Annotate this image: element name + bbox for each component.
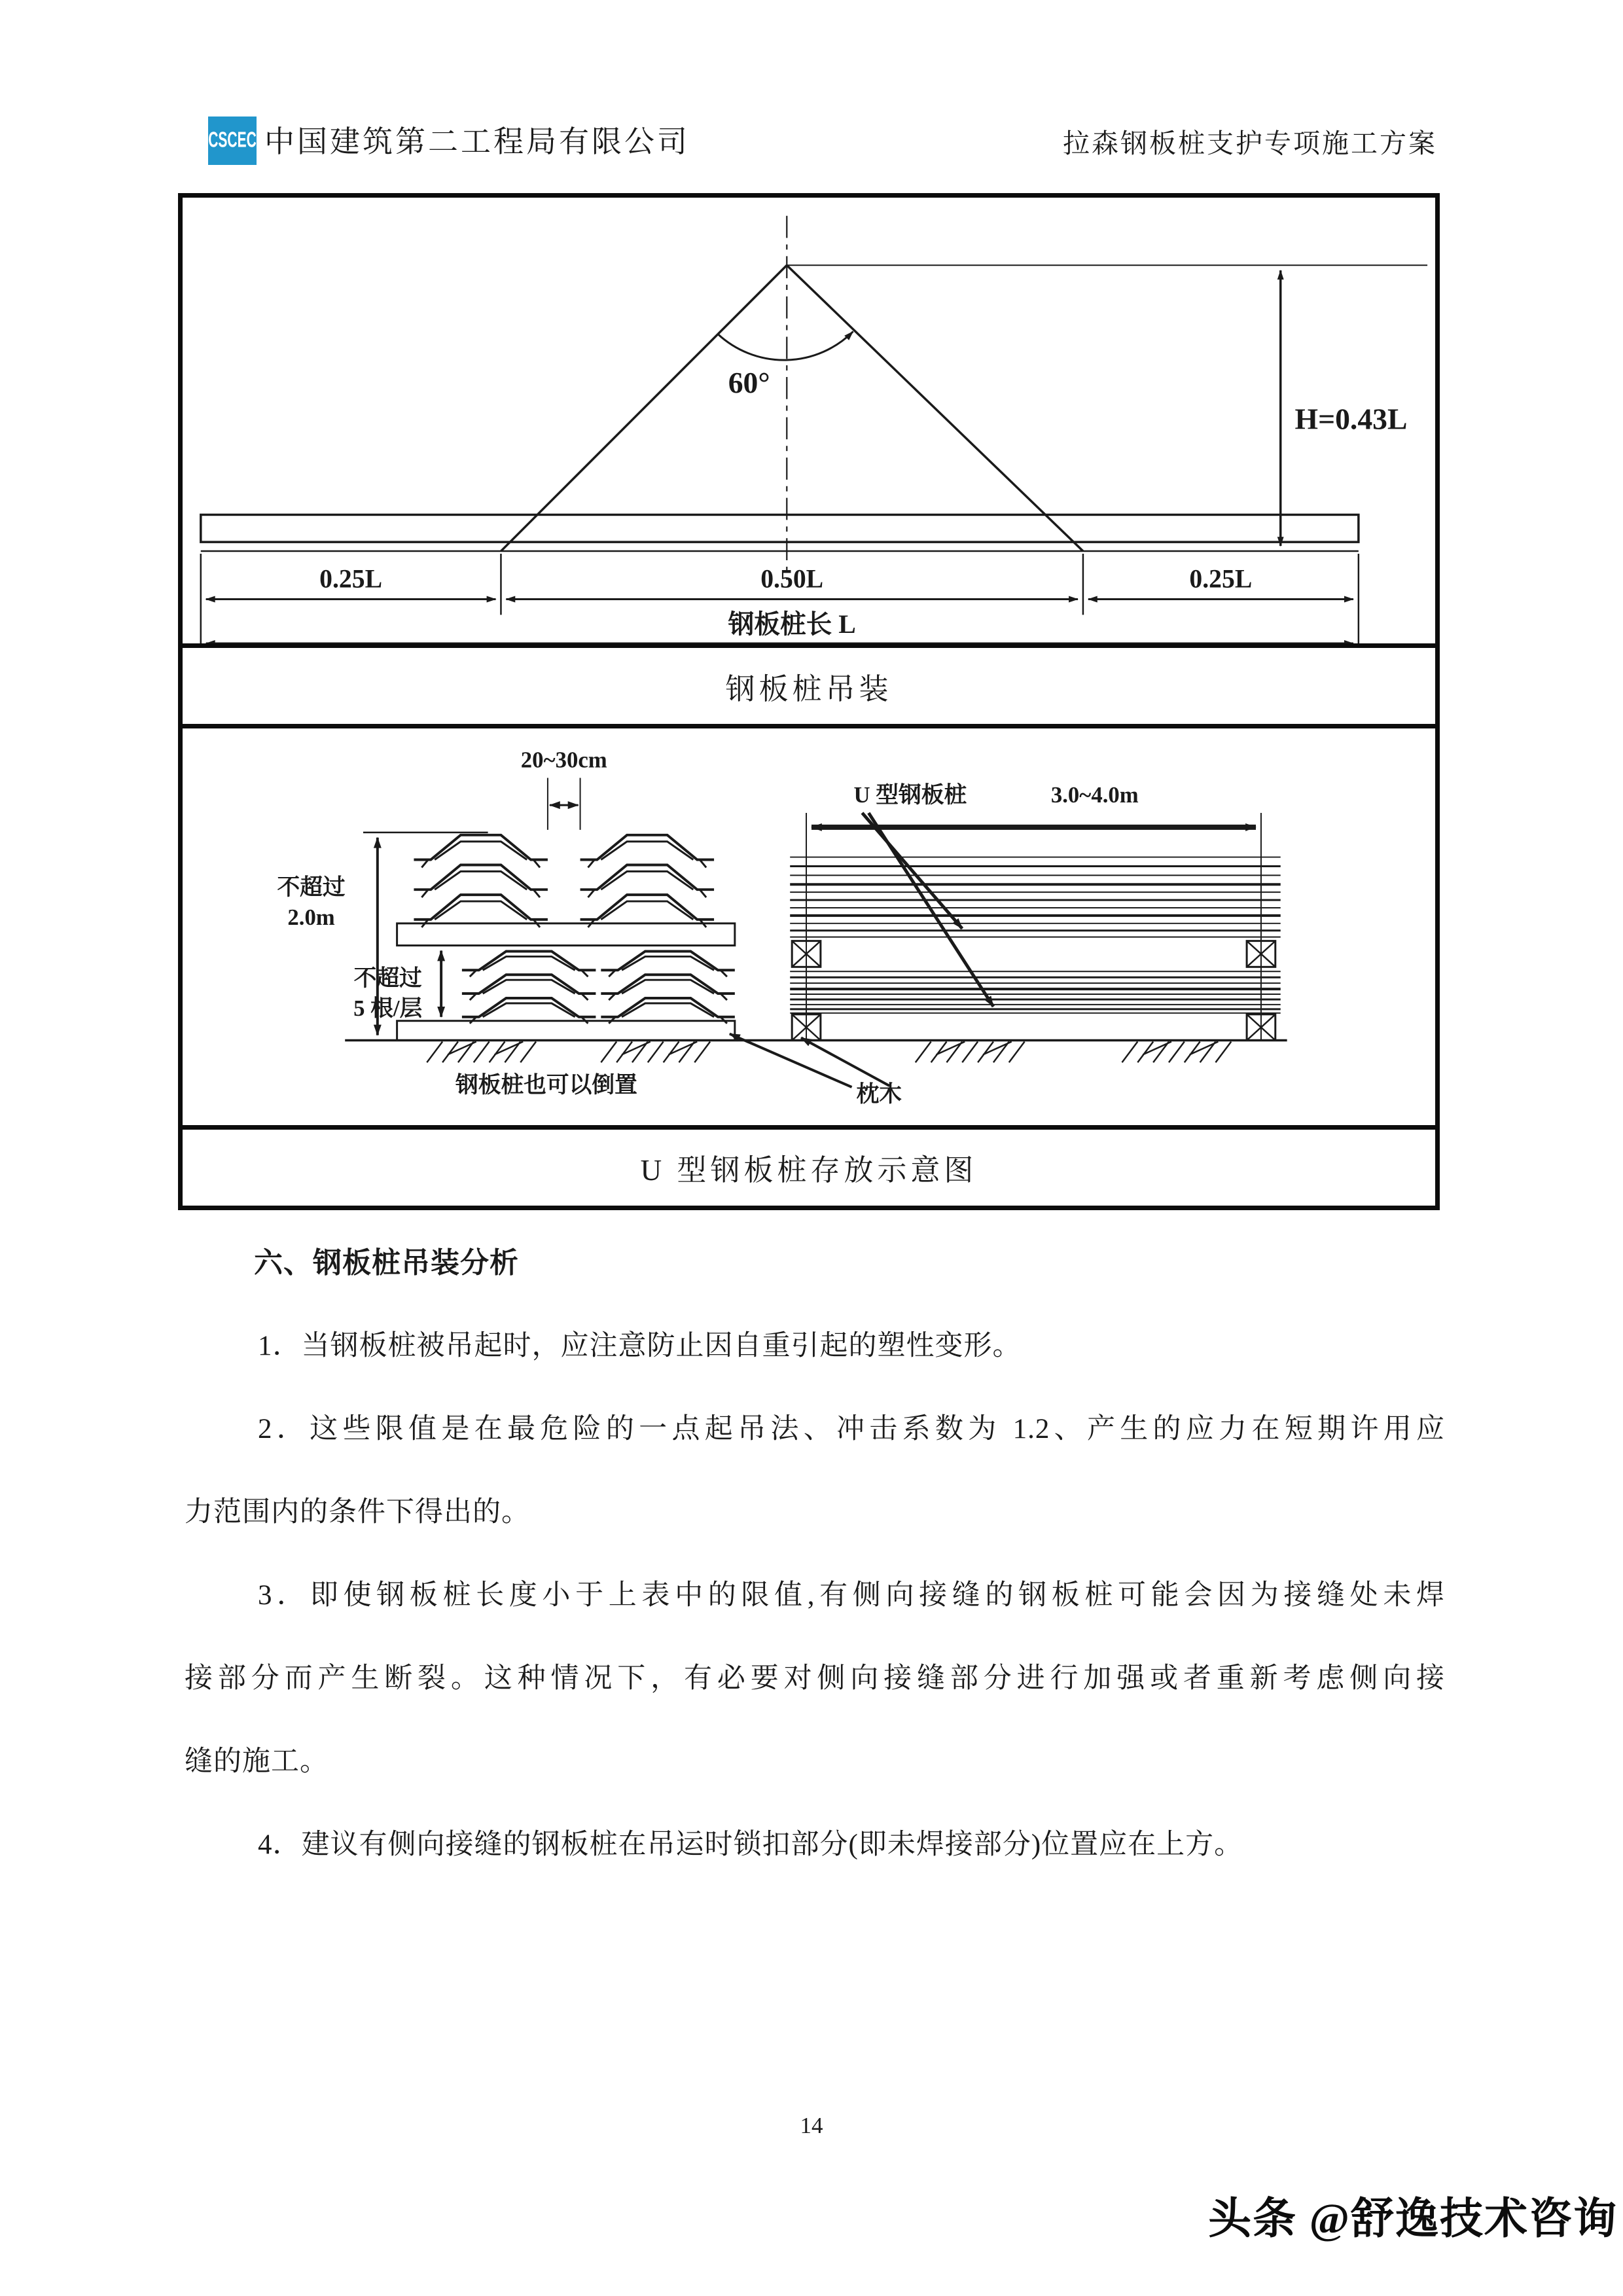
lower-pile-band bbox=[790, 971, 1281, 1013]
dim-left-label: 0.25L bbox=[319, 564, 383, 594]
span-dim-label: 3.0~4.0m bbox=[1050, 782, 1139, 808]
paragraph-line: 缝的施工。 bbox=[185, 1746, 329, 1777]
paragraph-line: 3．即使钢板桩长度小于上表中的限值,有侧向接缝的钢板桩可能会因为接缝处未焊 bbox=[258, 1580, 1445, 1611]
gap-dim-label: 20~30cm bbox=[520, 747, 607, 773]
lifting-diagram-svg bbox=[183, 198, 1435, 643]
figure-table bbox=[178, 193, 1440, 1210]
sheet-pile-beam bbox=[201, 514, 1359, 542]
lower-pile-clusters bbox=[462, 952, 735, 1024]
header-company-name: 中国建筑第二工程局有限公司 bbox=[264, 125, 690, 158]
u-pile-label: U 型钢板桩 bbox=[853, 782, 967, 808]
total-length-label: 钢板桩长 L bbox=[728, 610, 856, 639]
figure-lifting-diagram bbox=[183, 198, 1435, 643]
sleeper-row-upper bbox=[792, 941, 1275, 967]
angle-label: 60° bbox=[728, 365, 770, 399]
company-logo-text: CSCEC bbox=[208, 128, 257, 152]
paragraph-line: 2．这些限值是在最危险的一点起吊法、冲击系数为 1.2、产生的应力在短期许用应 bbox=[258, 1414, 1445, 1444]
header-doc-title: 拉森钢板桩支护专项施工方案 bbox=[1063, 128, 1437, 158]
sleeper-pointer-arrows bbox=[730, 1034, 889, 1087]
upper-pile-clusters bbox=[414, 835, 714, 927]
timber-plank-lower bbox=[397, 1021, 735, 1041]
analysis-section bbox=[0, 1221, 1623, 1886]
figure-storage-diagram bbox=[183, 724, 1435, 1125]
sling-legs bbox=[501, 265, 1082, 551]
page-number: 14 bbox=[800, 2113, 823, 2138]
paragraph-line: 力范围内的条件下得出的。 bbox=[185, 1497, 530, 1528]
paragraph-line: 1．当钢板桩被吊起时，应注意防止因自重引起的塑性变形。 bbox=[258, 1331, 1022, 1361]
sleeper-label: 枕木 bbox=[856, 1081, 902, 1107]
watermark: 头条 @舒逸技术咨询 bbox=[1208, 2195, 1618, 2243]
storage-diagram-caption: U 型钢板桩存放示意图 bbox=[183, 1125, 1435, 1206]
span-dim-guides bbox=[806, 813, 1261, 1040]
sleeper-row-lower bbox=[792, 1014, 1275, 1041]
upper-pile-band bbox=[790, 857, 1281, 937]
invertible-label: 钢板桩也可以倒置 bbox=[455, 1071, 637, 1098]
section-heading: 六、钢板桩吊装分析 bbox=[254, 1247, 519, 1279]
paragraph-line: 4．建议有侧向接缝的钢板桩在吊运时锁扣部分(即未焊接部分)位置应在上方。 bbox=[258, 1829, 1243, 1860]
max-height-label-1: 不超过 bbox=[277, 874, 346, 901]
storage-diagram-svg bbox=[183, 728, 1435, 1125]
paragraph-line: 接部分而产生断裂。这种情况下，有必要对侧向接缝部分进行加强或者重新考虑侧向接 bbox=[185, 1663, 1445, 1694]
max-layer-label-2: 5 根/层 bbox=[353, 995, 423, 1021]
max-height-label-2: 2.0m bbox=[287, 904, 335, 930]
timber-plank-upper bbox=[397, 924, 735, 946]
dim-mid-label: 0.50L bbox=[760, 564, 824, 594]
angle-arc bbox=[718, 332, 853, 361]
lifting-diagram-caption: 钢板桩吊装 bbox=[183, 643, 1435, 724]
max-layer-label-1: 不超过 bbox=[353, 965, 422, 992]
company-logo bbox=[208, 117, 257, 165]
height-dim-label: H=0.43L bbox=[1294, 402, 1408, 436]
gap-dim-guides bbox=[548, 778, 580, 829]
dim-right-label: 0.25L bbox=[1189, 564, 1253, 594]
